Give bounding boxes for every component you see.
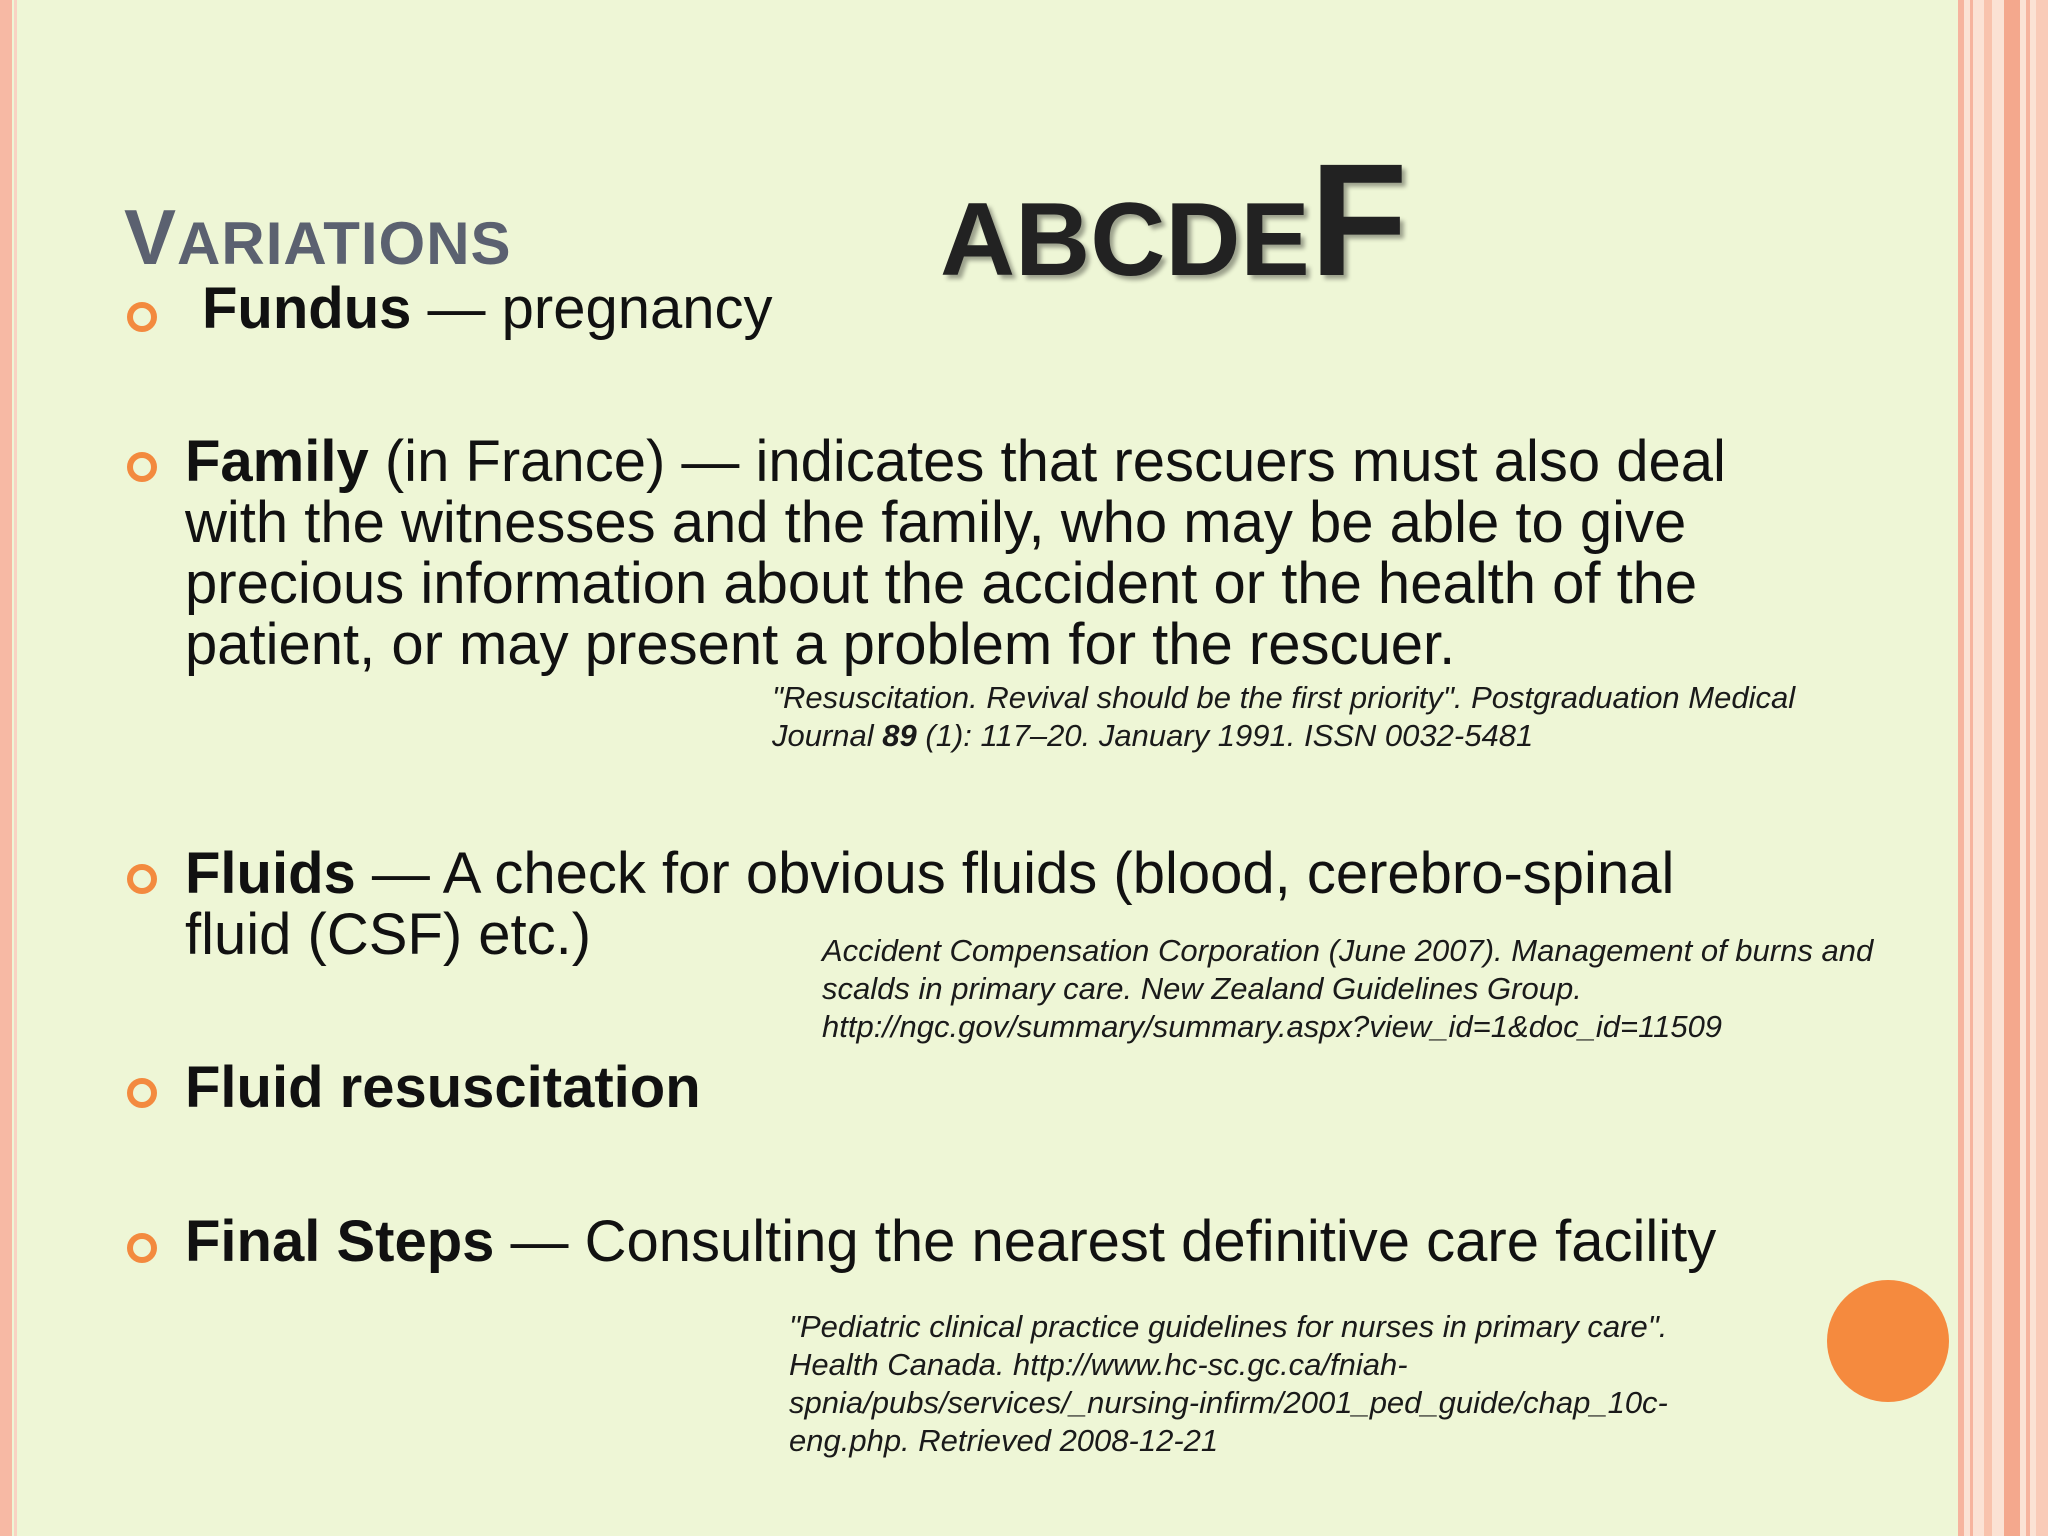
list-item-family [185, 431, 1726, 675]
reference-citation [772, 679, 1795, 755]
item-line: patient, or may present a problem for the rescuer. [185, 612, 1456, 677]
left-border [0, 0, 12, 1536]
reference-line: Health Canada. http://www.hc-sc.gc.ca/fniah- [789, 1347, 1408, 1382]
item-term: Fluid resuscitation [185, 1055, 701, 1120]
reference-line: "Resuscitation. Revival should be the first priority". Postgraduation Medical [772, 680, 1796, 715]
left-border-line [14, 0, 17, 1536]
list-item-fluid-resuscitation [185, 1057, 701, 1118]
bullet-icon [127, 452, 157, 482]
reference-text: (1): 117–20. January 1991. ISSN 0032-5481 [916, 718, 1534, 753]
right-stripe [2036, 0, 2048, 1536]
right-stripe [2026, 0, 2030, 1536]
item-text: pregnancy [501, 276, 773, 341]
item-line: fluid (CSF) etc.) [185, 902, 592, 967]
reference-line: eng.php. Retrieved 2008-12-21 [789, 1423, 1219, 1458]
item-line [185, 843, 1674, 904]
slide-title [124, 193, 512, 281]
reference-citation [822, 932, 1873, 1046]
reference-citation [789, 1308, 1668, 1460]
reference-line: "Pediatric clinical practice guidelines for nurses in primary care". [789, 1309, 1668, 1344]
item-line [185, 431, 1726, 492]
reference-volume: 89 [882, 718, 917, 753]
item-term: Final Steps [185, 1209, 495, 1274]
heading-abcde: ABCDE [940, 182, 1310, 298]
right-stripe [1958, 0, 1964, 1536]
abcdef-heading [940, 130, 1408, 309]
item-dash: — [411, 276, 502, 341]
reference-line: scalds in primary care. New Zealand Guidelines Group. [822, 971, 1582, 1006]
item-text: — A check for obvious fluids (blood, cerebro-spinal [355, 841, 1675, 906]
title-rest: ARIATIONS [177, 210, 512, 277]
decorative-circle [1827, 1280, 1949, 1402]
right-stripe [1984, 0, 1992, 1536]
right-stripe [2004, 0, 2020, 1536]
list-item-fundus [202, 278, 773, 339]
item-text: (in France) — indicates that rescuers must also deal [368, 429, 1726, 494]
bullet-icon [127, 1233, 157, 1263]
heading-f: F [1309, 130, 1408, 309]
reference-line: http://ngc.gov/summary/summary.aspx?view_id=1&doc_id=11509 [822, 1009, 1723, 1044]
bullet-icon [127, 1078, 157, 1108]
item-term: Fluids [185, 841, 356, 906]
reference-line: Accident Compensation Corporation (June 2007). Management of burns and [822, 933, 1874, 968]
item-term: Fundus [202, 276, 412, 341]
reference-line [772, 717, 1795, 755]
reference-line: spnia/pubs/services/_nursing-infirm/2001_ped_guide/chap_10c- [789, 1385, 1668, 1420]
list-item-final-steps [185, 1211, 1716, 1272]
right-stripe [1970, 0, 1973, 1536]
item-line: precious information about the accident or the health of the [185, 551, 1698, 616]
item-term: Family [185, 429, 369, 494]
bullet-icon [127, 302, 157, 332]
item-line: with the witnesses and the family, who may be able to give [185, 490, 1687, 555]
bullet-icon [127, 864, 157, 894]
title-first-letter: V [124, 193, 178, 281]
reference-text: Journal [772, 718, 883, 753]
item-text: — Consulting the nearest definitive care facility [494, 1209, 1717, 1274]
